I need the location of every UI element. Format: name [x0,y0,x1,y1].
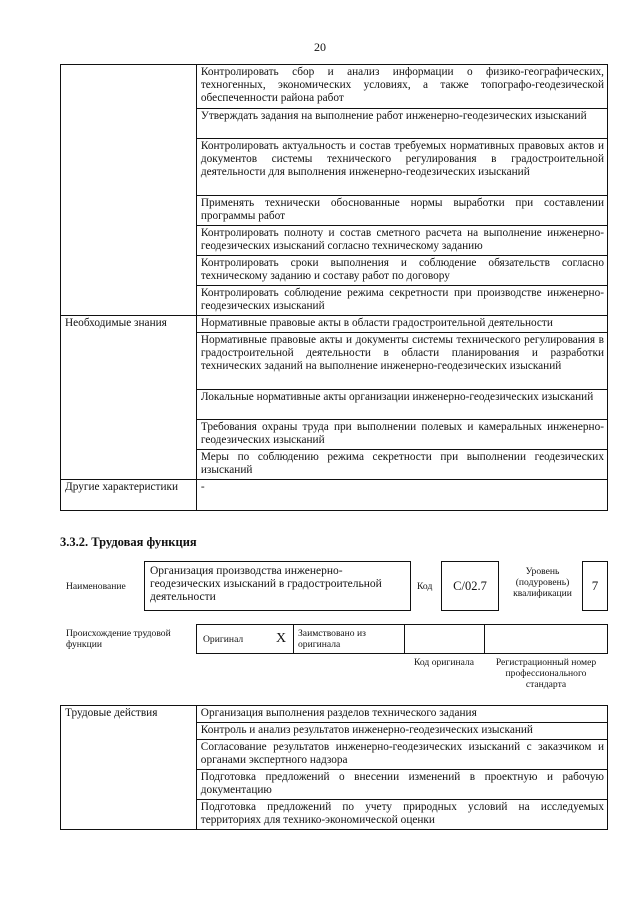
qualification-level-value: 7 [591,578,599,593]
code-box [441,561,499,611]
list-item: Утверждать задания на выполнение работ инженерно-геодезических изысканий [196,109,607,139]
original-label: Оригинал [203,634,244,645]
original-mark: Х [276,631,287,646]
requirements-table [60,64,608,511]
table-row [61,706,608,723]
table-row [61,65,608,109]
qualification-level-box [582,561,608,611]
list-item: Подготовка предложений о внесении изменений в проектную и рабочую документацию [196,770,607,800]
registration-number-caption: Регистрационный номер профессионального стандарта [495,657,597,690]
list-item: Согласование результатов инженерно-геодезических изысканий с заказчиком и органами экспертного надзора [196,740,607,770]
divider [404,624,405,654]
divider [293,624,294,654]
code-value: С/02.7 [453,578,487,593]
list-item: Контролировать сбор и анализ информации о физико-географических, техногенных, экономических условиях, а также топографо-геодезической обеспеченности района работ [196,65,607,109]
qualification-level-label: Уровень (подуровень) квалификации [513,566,572,599]
list-item: Нормативные правовые акты и документы системы технического регулирования в градостроительной деятельности в области планирования и разработки технических заданий на выполнение инженерно-геодезических изысканий [196,333,607,390]
labor-actions-table [60,705,608,830]
list-item: Меры по соблюдению режима секретности при выполнении геодезических изысканий [196,450,607,480]
row-label: Необходимые знания [61,316,197,480]
code-original-caption: Код оригинала [413,657,475,668]
origin-box [196,624,608,654]
row-label [61,65,197,316]
origin-label: Происхождение трудовой функции [66,628,171,650]
code-label: Код [417,581,433,592]
list-item: Контролировать соблюдение режима секретности при производстве инженерно-геодезических изысканий [196,286,607,316]
list-item: Нормативные правовые акты в области градостроительной деятельности [196,316,607,333]
list-item: Подготовка предложений по учету природных условий на исследуемых территориях для технико-экономической оценки [196,800,607,830]
list-item: Требования охраны труда при выполнении полевых и камеральных инженерно-геодезических изысканий [196,420,607,450]
list-item: Контролировать сроки выполнения и соблюдение обязательств согласно техническому заданию и составу работ по договору [196,256,607,286]
divider [484,624,485,654]
list-item: Локальные нормативные акты организации инженерно-геодезических изысканий [196,390,607,420]
list-item: Применять технически обоснованные нормы выработки при составлении программы работ [196,196,607,226]
row-label: Трудовые действия [61,706,197,830]
list-item: Организация выполнения разделов технического задания [196,706,607,723]
table-row [61,480,608,511]
function-name-value: Организация производства инженерно-геодезических изысканий в градостроительной деятельности [150,565,382,603]
page-number: 20 [314,40,326,54]
name-label: Наименование [66,581,126,592]
list-item: Контролировать актуальность и состав требуемых нормативных правовых актов и документов системы технического регулирования в градостроительной деятельности для выполнения инженерно-геодезических изысканий [196,139,607,196]
borrowed-label: Заимствовано из оригинала [298,628,366,650]
section-heading: 3.3.2. Трудовая функция [60,535,197,549]
row-label: Другие характеристики [61,480,197,511]
table-row [61,316,608,333]
list-item: Контролировать полноту и состав сметного расчета на выполнение инженерно-геодезических изысканий согласно техническому заданию [196,226,607,256]
list-item: Контроль и анализ результатов инженерно-геодезических изысканий [196,723,607,740]
function-name-box [144,561,411,611]
list-item: - [196,480,607,511]
